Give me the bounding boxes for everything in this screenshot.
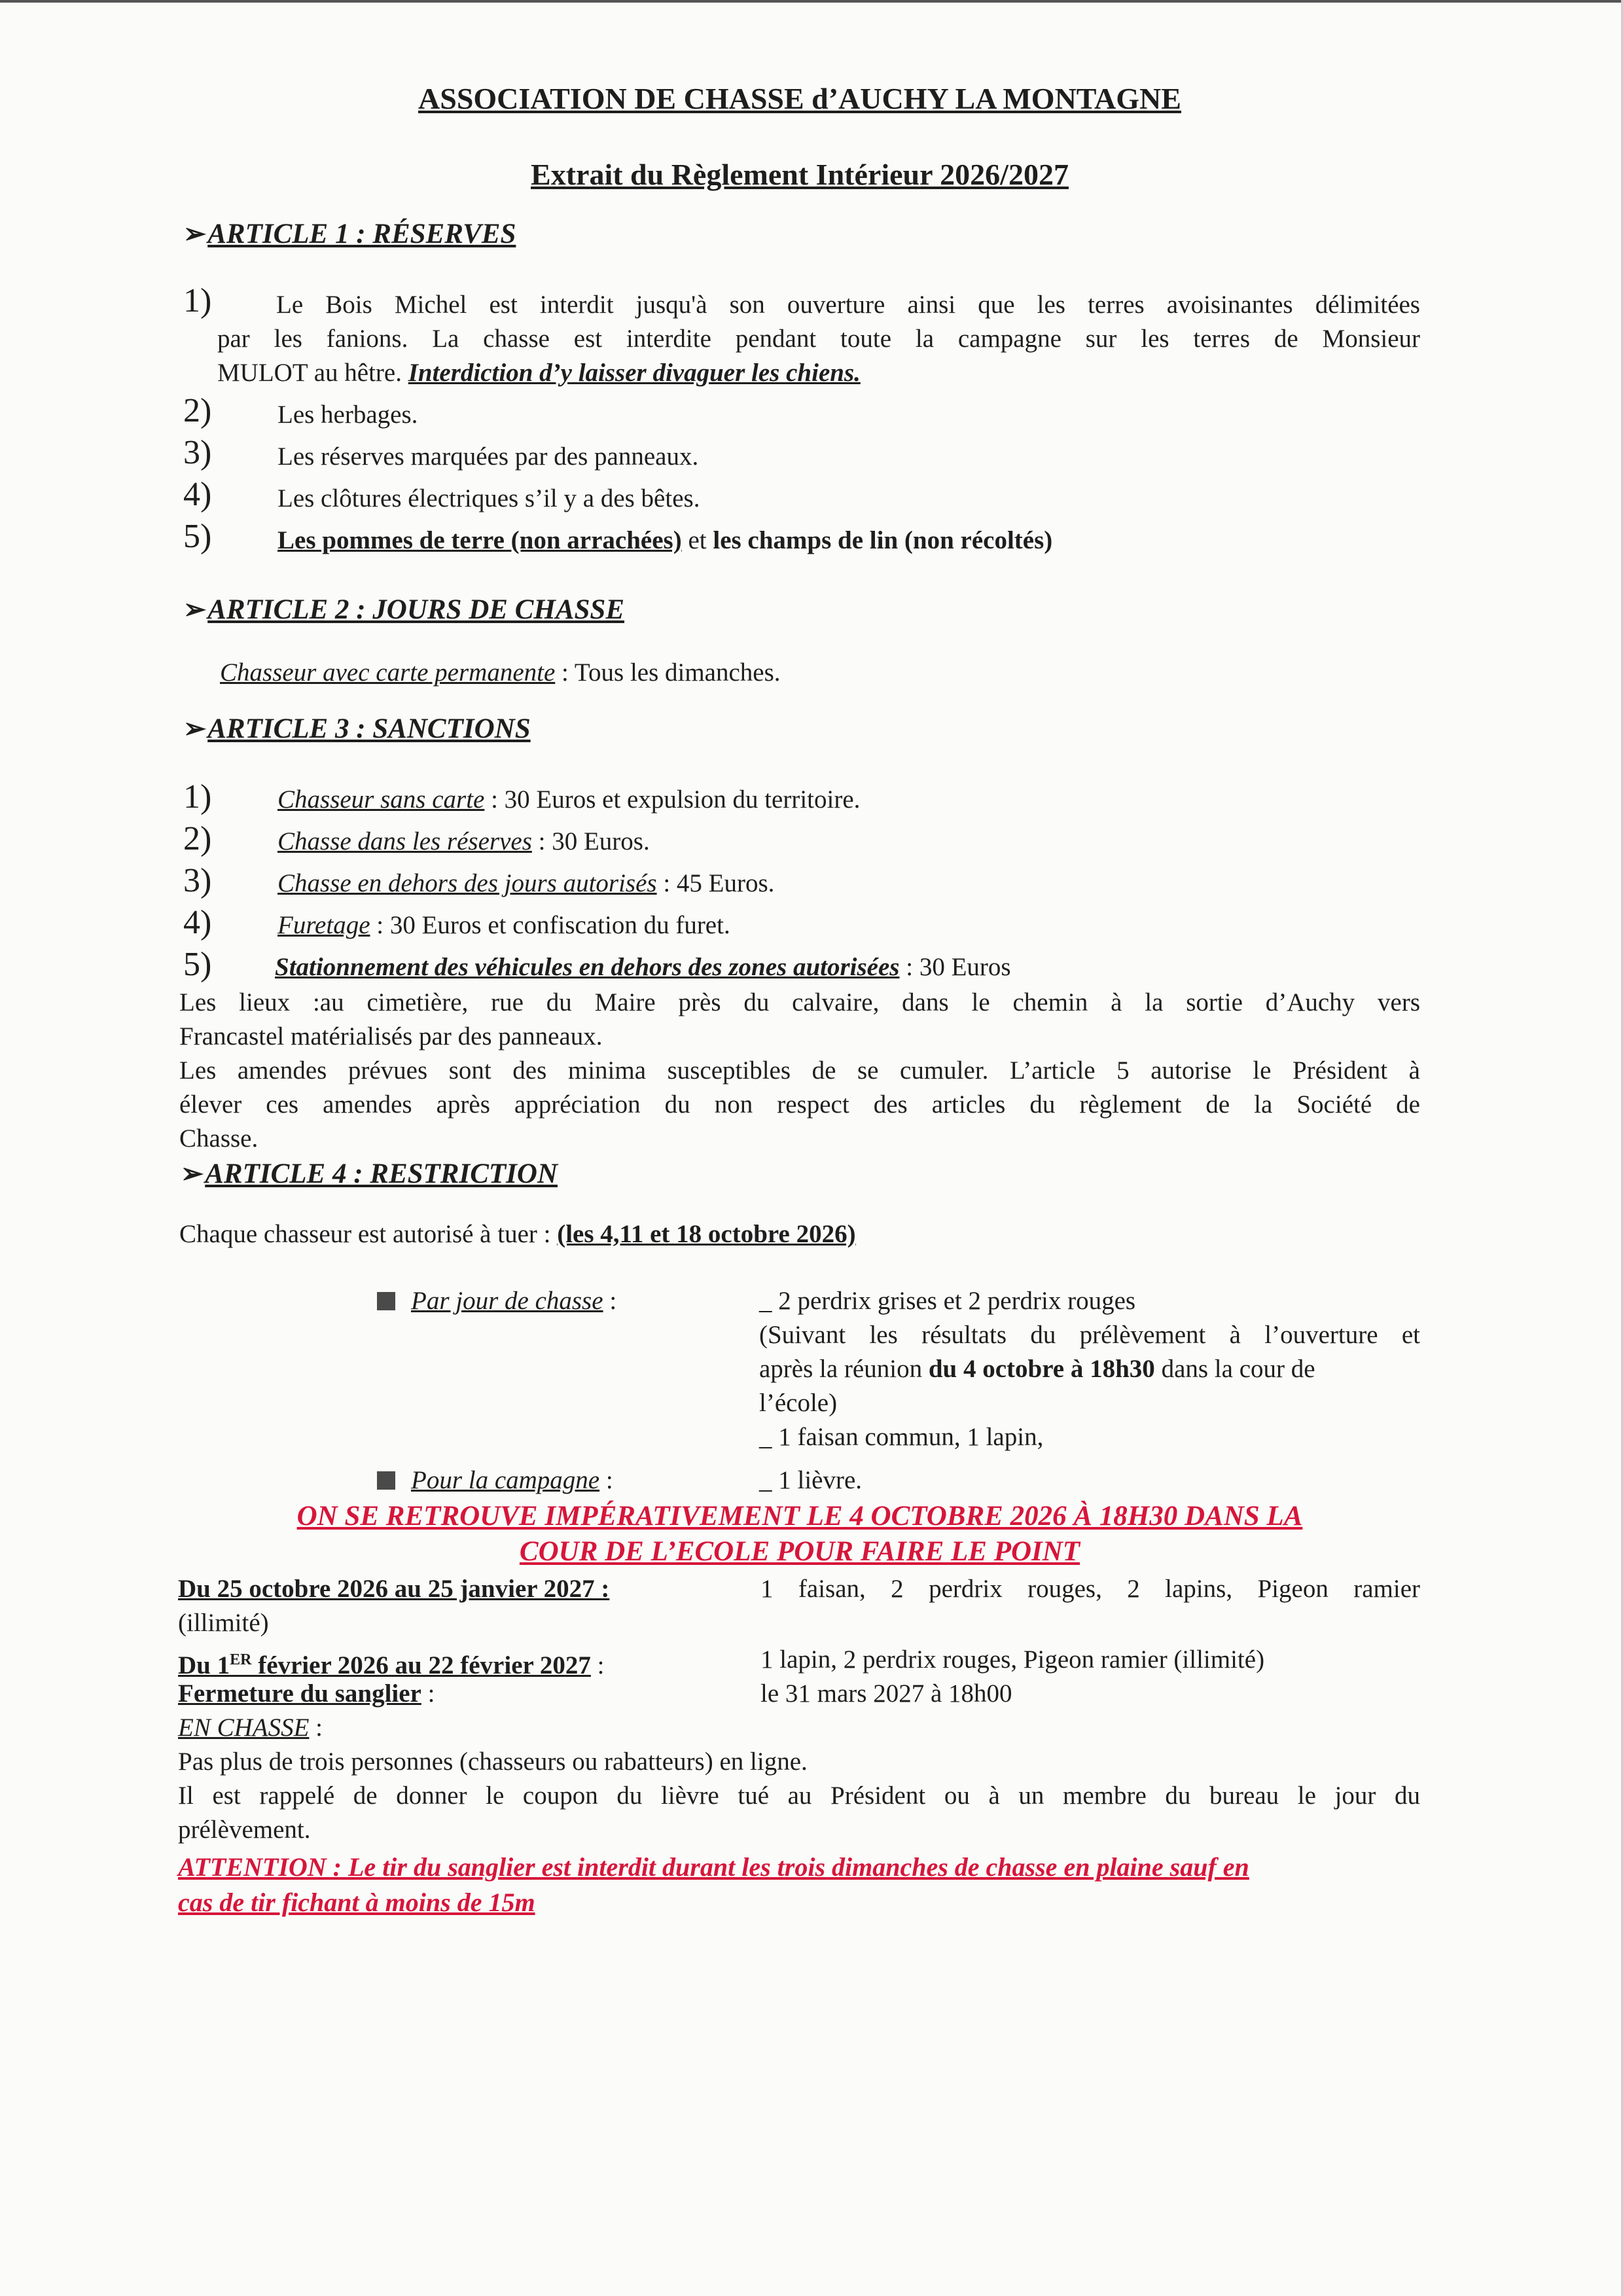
article1-heading: ➢ARTICLE 1 : RÉSERVES <box>183 219 516 249</box>
article3-amendes-line2: élever ces amendes après appréciation du non respect des articles du règlement de la Société de <box>179 1090 1420 1119</box>
scan-top-border <box>0 0 1623 3</box>
article3-item1-number: 1) <box>183 778 212 816</box>
period1-label: Du 25 octobre 2026 au 25 janvier 2027 : <box>178 1575 610 1603</box>
par-jour-line5: _ 1 faisan commun, 1 lapin, <box>759 1423 1044 1451</box>
campagne-label: Pour la campagne : <box>377 1463 613 1498</box>
arrow-bullet-icon: ➢ <box>183 595 207 625</box>
par-jour-line2: (Suivant les résultats du prélèvement à l’ouverture et <box>759 1321 1420 1349</box>
article3-item2-text: Chasse dans les réserves : 30 Euros. <box>277 827 650 855</box>
article1-item1-number: 1) <box>183 282 212 319</box>
arrow-bullet-icon: ➢ <box>181 1159 204 1189</box>
square-bullet-icon <box>377 1292 395 1310</box>
article3-heading: ➢ARTICLE 3 : SANCTIONS <box>183 713 531 744</box>
article1-item1-line2: par les fanions. La chasse est interdite pendant toute la campagne sur les terres de Monsieur <box>217 325 1420 353</box>
campagne-value: _ 1 lièvre. <box>759 1466 863 1494</box>
attention-line2: cas de tir fichant à moins de 15m <box>178 1888 535 1917</box>
period3-value: le 31 mars 2027 à 18h00 <box>760 1679 1012 1708</box>
period1-continuation: (illimité) <box>178 1609 269 1637</box>
article3-item1-text: Chasseur sans carte : 30 Euros et expulsion du territoire. <box>277 785 861 814</box>
period2-value: 1 lapin, 2 perdrix rouges, Pigeon ramier (illimité) <box>760 1645 1265 1674</box>
period3-label: Fermeture du sanglier : <box>178 1679 435 1708</box>
article3-amendes-line1: Les amendes prévues sont des minima susceptibles de se cumuler. L’article 5 autorise le Président à <box>179 1056 1420 1085</box>
article4-intro: Chaque chasseur est autorisé à tuer : (les 4,11 et 18 octobre 2026) <box>179 1220 856 1248</box>
article4-heading: ➢ARTICLE 4 : RESTRICTION <box>181 1158 558 1189</box>
article1-item3-text: Les réserves marquées par des panneaux. <box>277 442 699 471</box>
attention-line1: ATTENTION : Le tir du sanglier est interdit durant les trois dimanches de chasse en plaine sauf en <box>178 1852 1249 1882</box>
article1-item4-text: Les clôtures électriques s’il y a des bêtes. <box>277 484 700 512</box>
article1-item1-line1: Le Bois Michel est interdit jusqu'à son ouverture ainsi que les terres avoisinantes délimitées <box>276 291 1420 319</box>
meeting-notice-line2: COUR DE L’ECOLE POUR FAIRE LE POINT <box>519 1536 1080 1567</box>
article1-item5-text: Les pommes de terre (non arrachées) et les champs de lin (non récoltés) <box>277 526 1053 554</box>
article2-text: Chasseur avec carte permanente : Tous les dimanches. <box>220 658 781 687</box>
en-chasse-line1: Pas plus de trois personnes (chasseurs ou rabatteurs) en ligne. <box>178 1748 808 1776</box>
article3-item4-number: 4) <box>183 904 212 941</box>
period2-label: Du 1ER février 2026 au 22 février 2027 : <box>178 1651 605 1679</box>
arrow-bullet-icon: ➢ <box>183 219 207 249</box>
article1-item1-line3: MULOT au hêtre. Interdiction d’y laisser divaguer les chiens. <box>217 359 861 387</box>
par-jour-line4: l’école) <box>759 1389 838 1417</box>
document-title: ASSOCIATION DE CHASSE d’AUCHY LA MONTAGNE <box>418 82 1181 115</box>
par-jour-line1: _ 2 perdrix grises et 2 perdrix rouges <box>759 1287 1136 1315</box>
par-jour-line3: après la réunion du 4 octobre à 18h30 dans la cour de <box>759 1355 1315 1383</box>
article2-heading: ➢ARTICLE 2 : JOURS DE CHASSE <box>183 594 625 625</box>
meeting-notice-line1: ON SE RETROUVE IMPÉRATIVEMENT LE 4 OCTOBRE 2026 À 18H30 DANS LA <box>296 1501 1303 1532</box>
article1-item2-text: Les herbages. <box>277 401 418 429</box>
en-chasse-line3: prélèvement. <box>178 1816 311 1844</box>
arrow-bullet-icon: ➢ <box>183 714 207 744</box>
article3-item5-number: 5) <box>183 946 212 983</box>
square-bullet-icon <box>377 1471 395 1490</box>
article3-amendes-line3: Chasse. <box>179 1124 259 1153</box>
dog-prohibition-text: Interdiction d’y laisser divaguer les chiens. <box>408 359 861 387</box>
article1-item4-number: 4) <box>183 476 212 513</box>
article3-item5-text: Stationnement des véhicules en dehors des zones autorisées : 30 Euros <box>275 953 1011 981</box>
article1-item3-number: 3) <box>183 434 212 471</box>
article1-item2-number: 2) <box>183 392 212 429</box>
en-chasse-line2: Il est rappelé de donner le coupon du lièvre tué au Président ou à un membre du bureau le jour du <box>178 1782 1420 1810</box>
article1-item5-number: 5) <box>183 518 212 555</box>
article3-lieux-line1: Les lieux :au cimetière, rue du Maire près du calvaire, dans le chemin à la sortie d’Auchy vers <box>179 988 1420 1016</box>
article3-lieux-line2: Francastel matérialisés par des panneaux. <box>179 1022 603 1050</box>
article3-item2-number: 2) <box>183 820 212 857</box>
article3-item4-text: Furetage : 30 Euros et confiscation du furet. <box>277 911 730 939</box>
document-subtitle: Extrait du Règlement Intérieur 2026/2027 <box>531 158 1069 191</box>
article3-item3-number: 3) <box>183 862 212 899</box>
par-jour-label: Par jour de chasse : <box>377 1284 616 1318</box>
en-chasse-heading: EN CHASSE : <box>178 1713 323 1742</box>
article3-item3-text: Chasse en dehors des jours autorisés : 45 Euros. <box>277 869 775 897</box>
period1-value: 1 faisan, 2 perdrix rouges, 2 lapins, Pigeon ramier <box>760 1575 1420 1603</box>
